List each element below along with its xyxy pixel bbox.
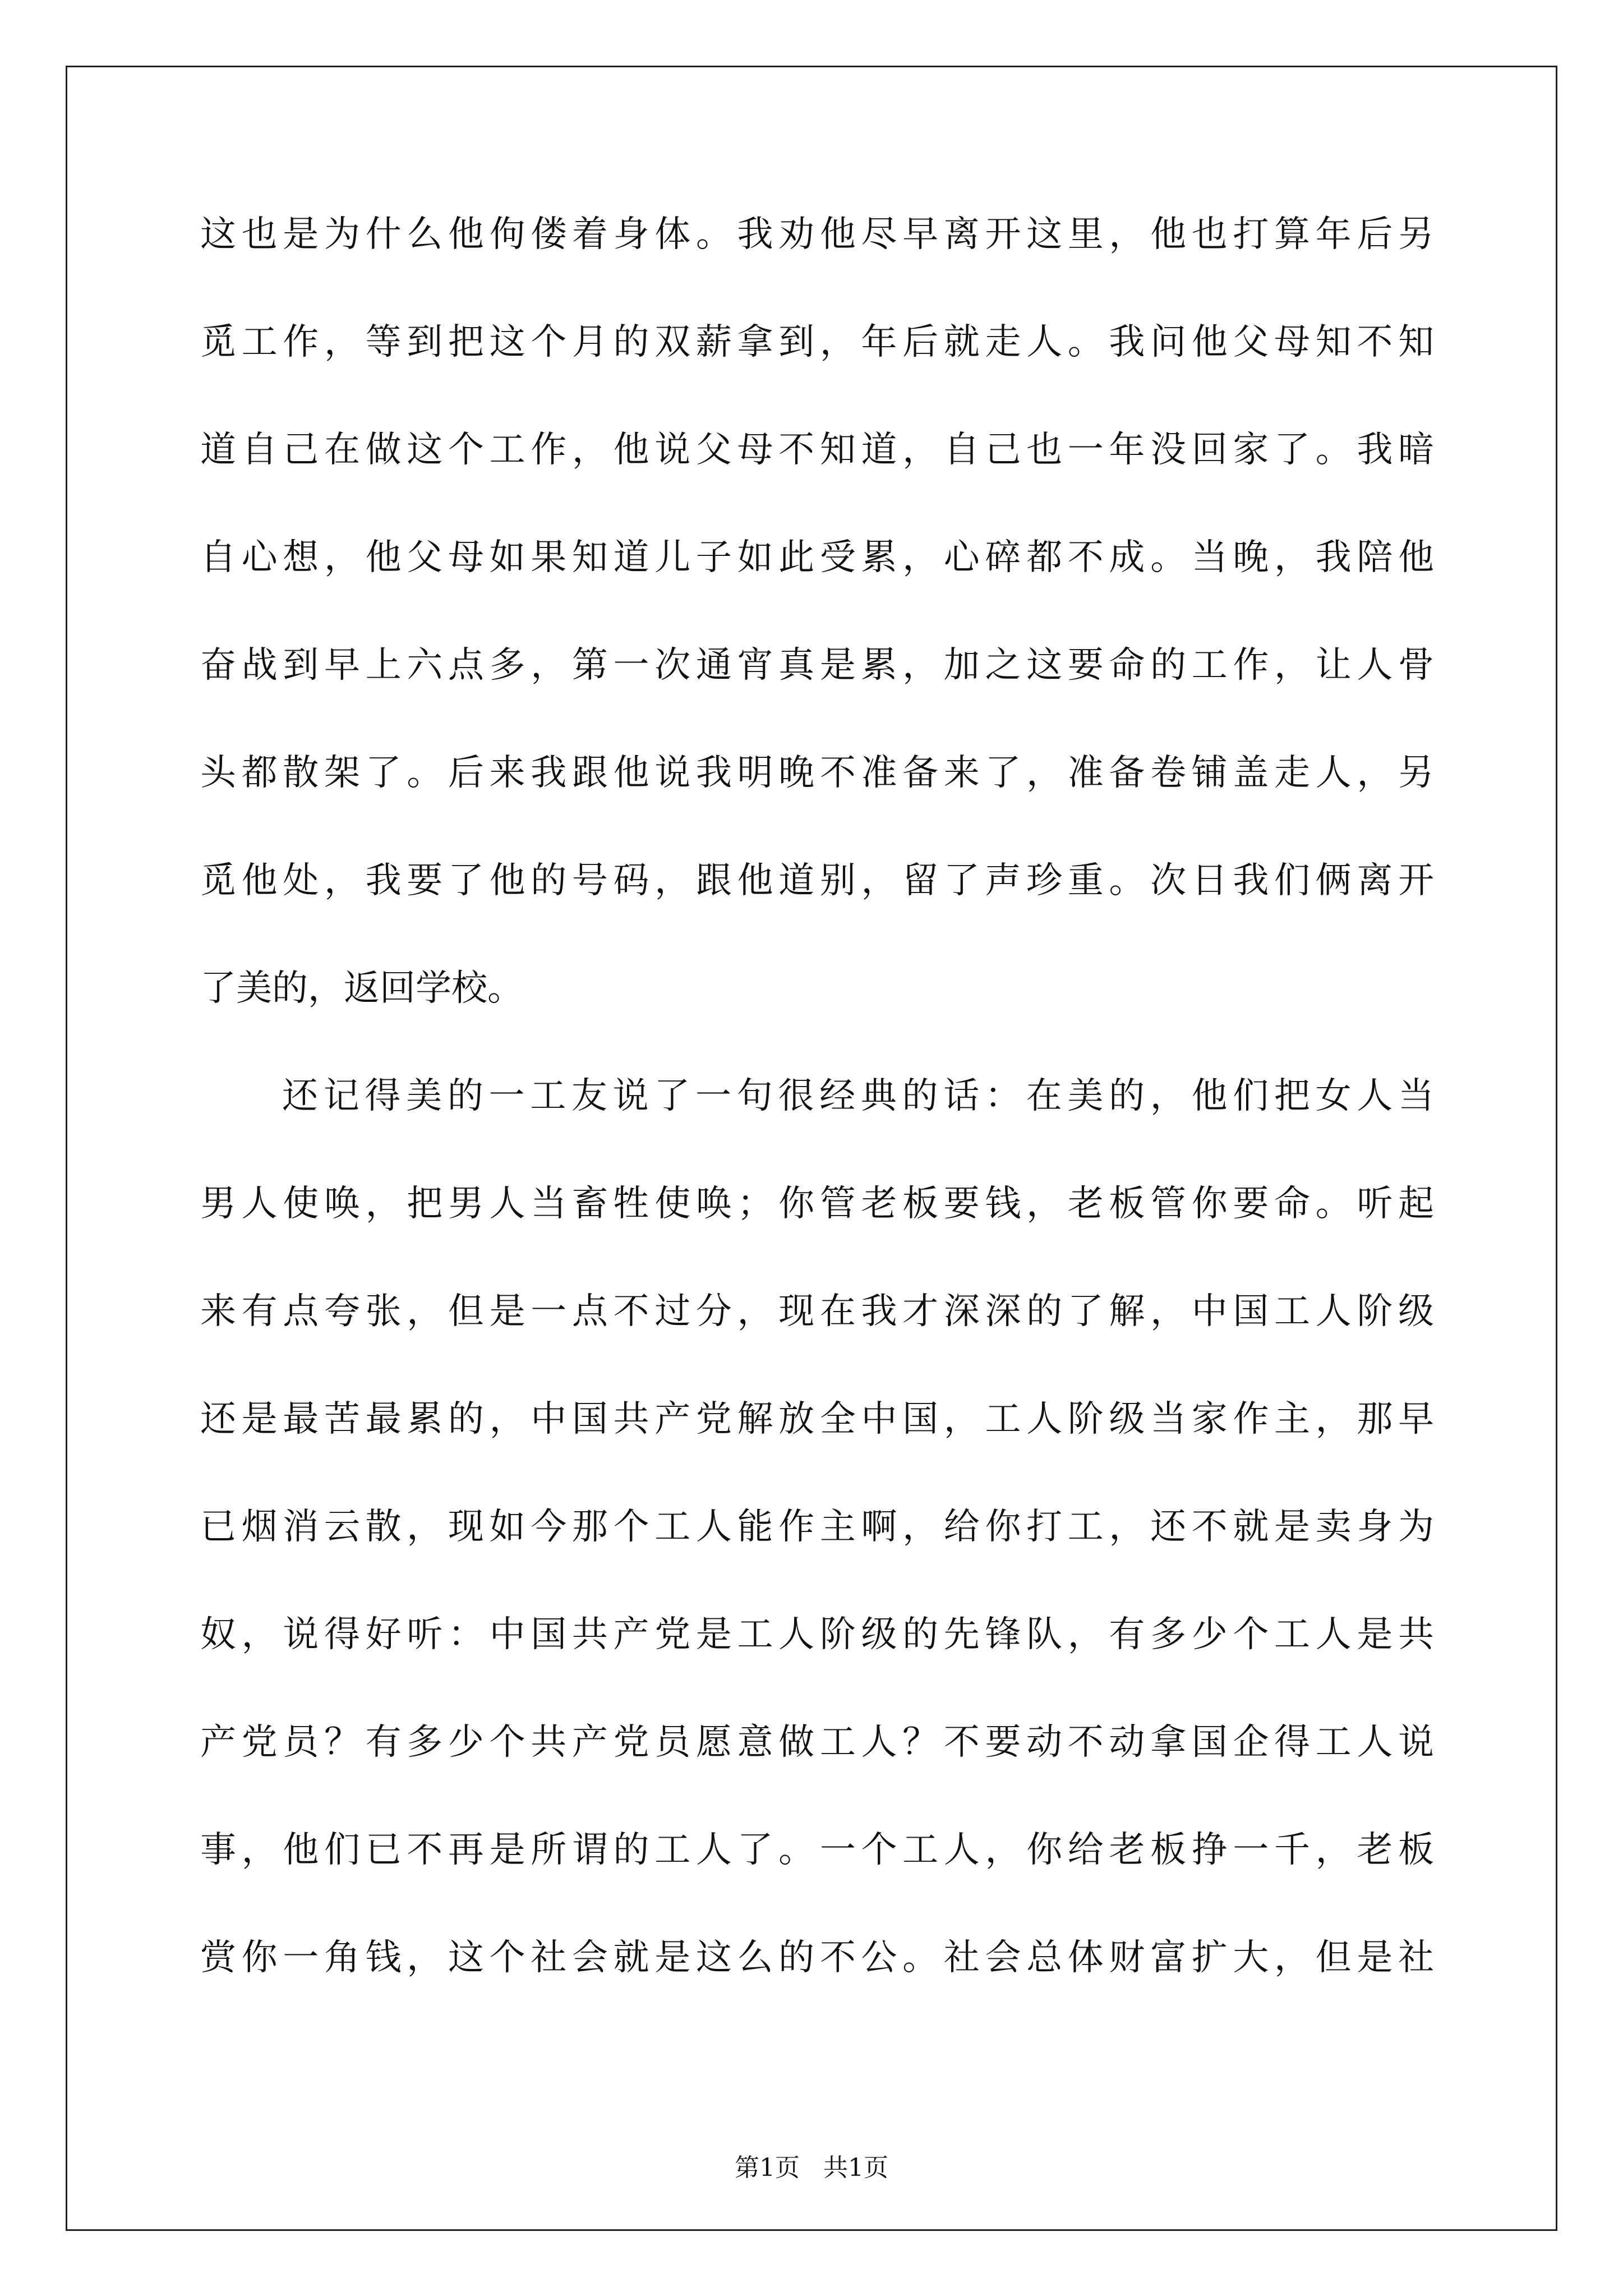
text-line: 了美的，返回学校。 — [200, 968, 523, 1009]
text-line: 已烟消云散，现如今那个工人能作主啊，给你打工，还不就是卖身为 — [200, 1506, 1434, 1548]
text-line: 奋战到早上六点多，第一次通宵真是累，加之这要命的工作，让人骨 — [200, 645, 1434, 686]
text-line: 产党员？有多少个共产党员愿意做工人？不要动不动拿国企得工人说 — [200, 1722, 1434, 1763]
text-line: 还记得美的一工友说了一句很经典的话：在美的，他们把女人当 — [282, 1075, 1434, 1117]
text-line: 觅他处，我要了他的号码，跟他道别，留了声珍重。次日我们俩离开 — [200, 860, 1434, 901]
text-line: 头都散架了。后来我跟他说我明晚不准备来了，准备卷铺盖走人，另 — [200, 752, 1434, 794]
page-footer — [0, 2151, 1623, 2185]
text-line: 道自己在做这个工作，他说父母不知道，自己也一年没回家了。我暗 — [200, 429, 1434, 471]
text-line: 男人使唤，把男人当畜牲使唤；你管老板要钱，老板管你要命。听起 — [200, 1183, 1434, 1225]
text-line: 自心想，他父母如果知道儿子如此受累，心碎都不成。当晚，我陪他 — [200, 537, 1434, 578]
document-body — [200, 206, 1434, 2037]
text-line: 还是最苦最累的，中国共产党解放全中国，工人阶级当家作主，那早 — [200, 1398, 1434, 1440]
text-line: 这也是为什么他佝偻着身体。我劝他尽早离开这里，他也打算年后另 — [200, 214, 1434, 255]
text-line: 奴，说得好听：中国共产党是工人阶级的先锋队，有多少个工人是共 — [200, 1614, 1434, 1655]
text-line: 赏你一角钱，这个社会就是这么的不公。社会总体财富扩大，但是社 — [200, 1937, 1434, 1978]
page-number: 第1页 — [735, 2154, 800, 2182]
text-line: 来有点夸张，但是一点不过分，现在我才深深的了解，中国工人阶级 — [200, 1291, 1434, 1332]
text-line: 事，他们已不再是所谓的工人了。一个工人，你给老板挣一千，老板 — [200, 1829, 1434, 1871]
page-total: 共1页 — [823, 2154, 888, 2182]
text-line: 觅工作，等到把这个月的双薪拿到，年后就走人。我问他父母知不知 — [200, 321, 1434, 363]
